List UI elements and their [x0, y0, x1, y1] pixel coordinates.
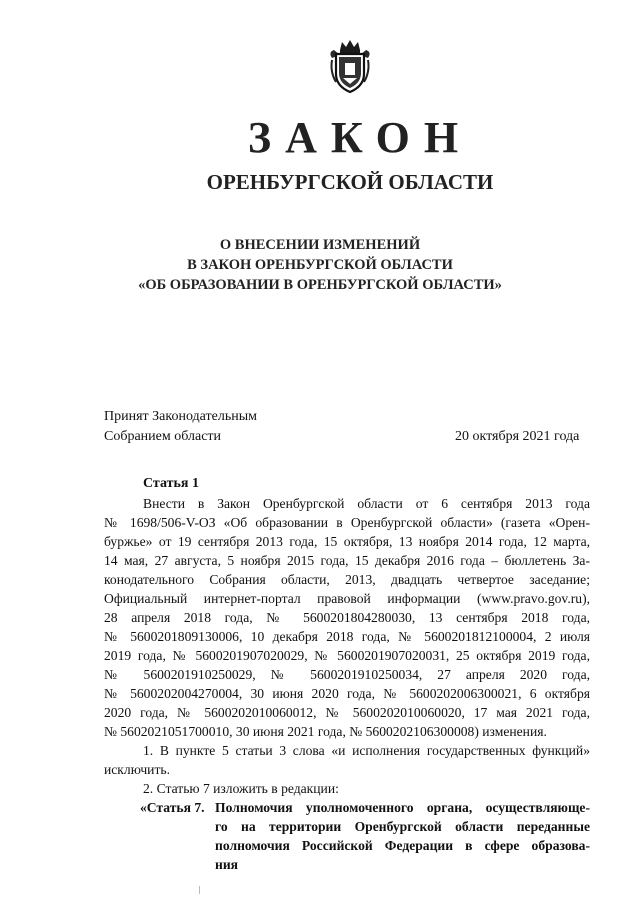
article-7-label: «Статья 7. [140, 800, 205, 815]
article-7-title-line: го на территории Оренбургской области переданные [215, 819, 590, 834]
point-1-line: 1. В пункте 5 статьи 3 слова «и исполнения государственных функций» [143, 743, 590, 758]
article-1-line: № 5600201809130006, 10 декабря 2018 года, № 5600201812100004, 2 июля [104, 629, 590, 644]
article-1-line: 28 апреля 2018 года, № 5600201804280030, 13 сентября 2018 года, [104, 610, 590, 625]
law-subtitle-line: О ВНЕСЕНИИ ИЗМЕНЕНИЙ [219, 237, 421, 253]
article-1-line: 14 мая, 27 августа, 5 ноября 2015 года, 15 декабря 2016 года – бюллетень За- [104, 553, 590, 568]
article-1-line: конодательного Собрания области, 2013, двадцать четвертое заседание; [104, 572, 590, 587]
article-1-line: № 1698/506-V-ОЗ «Об образовании в Оренбургской области» (газета «Орен- [104, 515, 590, 530]
article-1-line: № 5600201910250029, № 5600201910250034, 27 апреля 2020 года, [104, 667, 590, 682]
article-7-title-line: Полномочия уполномоченного органа, осуществляюще- [215, 800, 590, 815]
adoption-line: Собранием области [104, 429, 222, 444]
adoption-date: 20 октября 2021 года [455, 429, 580, 444]
law-subtitle-line: «ОБ ОБРАЗОВАНИИ В ОРЕНБУРГСКОЙ ОБЛАСТИ» [138, 277, 502, 293]
adoption-line: Принят Законодательным [104, 409, 257, 424]
article-1-line: буржье» от 19 сентября 2013 года, 15 октября, 13 ноября 2014 года, 12 марта, [104, 534, 590, 549]
article-1-line: № 5600202004270004, 30 июня 2020 года, № 5600202006300021, 6 октября [104, 686, 590, 701]
law-subtitle-line: В ЗАКОН ОРЕНБУРГСКОЙ ОБЛАСТИ [187, 257, 453, 273]
article-7-title-line: ния [215, 857, 239, 872]
article-1-line: Внести в Закон Оренбургской области от 6 сентября 2013 года [143, 496, 590, 511]
law-title: ЗАКОН [247, 113, 473, 162]
region-title: ОРЕНБУРГСКОЙ ОБЛАСТИ [206, 170, 494, 194]
article-1-line: 2019 года, № 5600201907020029, № 5600201907020031, 25 октября 2019 года, [104, 648, 590, 663]
adoption-block [104, 407, 257, 447]
scan-mark [199, 886, 200, 894]
article-1-line: Официальный интернет-портал правовой информации (www.pravo.gov.ru), [104, 591, 590, 606]
article-7-title-line: полномочия Российской Федерации в сфере образова- [215, 838, 590, 853]
point-1-line: исключить. [104, 762, 170, 777]
point-2-line: 2. Статью 7 изложить в редакции: [143, 781, 339, 796]
article-1-line: 2020 года, № 5600202010060012, № 5600202010060020, 17 мая 2021 года, [104, 705, 590, 720]
article-1-line: № 5602021051700010, 30 июня 2021 года, № 5600202106300008) изменения. [104, 724, 547, 739]
coat-of-arms-icon [324, 38, 376, 94]
article-1-heading: Статья 1 [143, 476, 199, 491]
